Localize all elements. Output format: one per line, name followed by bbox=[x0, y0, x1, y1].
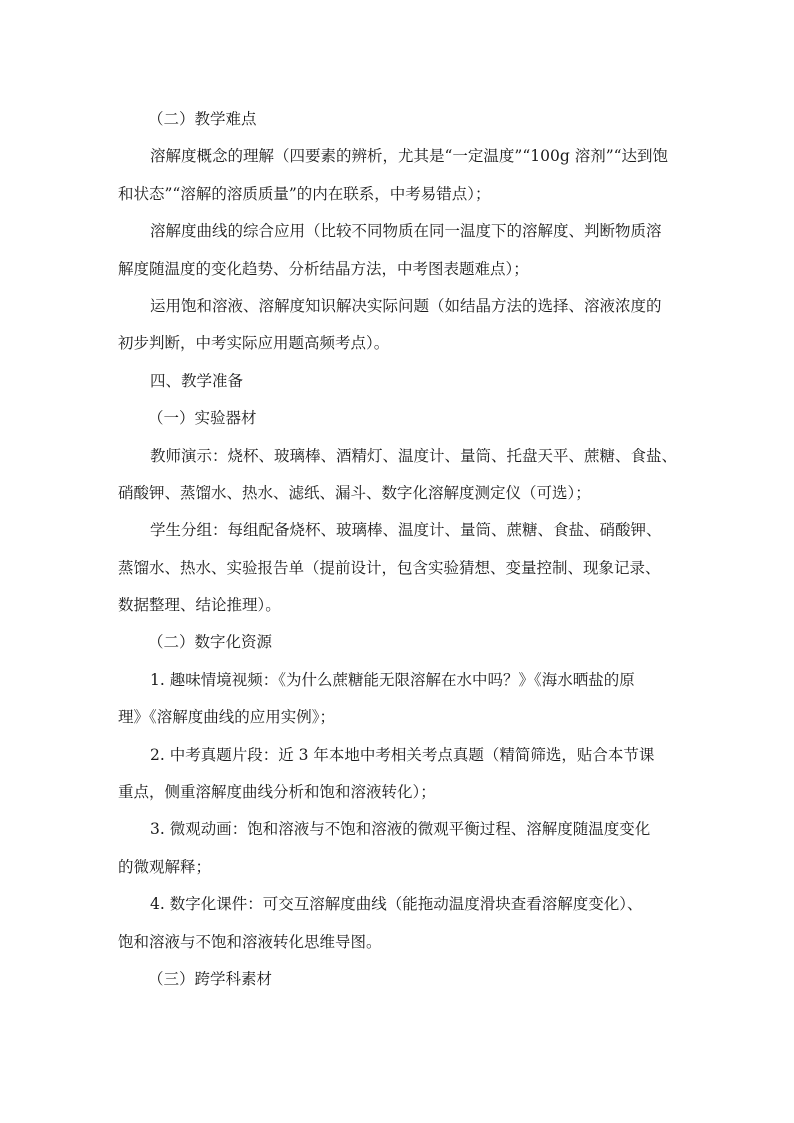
paragraph-line: 硝酸钾、蒸馏水、热水、滤纸、漏斗、数字化溶解度测定仪（可选）； bbox=[118, 483, 591, 502]
paragraph-line: 溶解度概念的理解（四要素的辨析，尤其是“一定温度”“100g 溶剂”“达到饱 bbox=[150, 147, 669, 166]
list-item-animation bbox=[118, 811, 688, 886]
paragraph-line: 的微观解释； bbox=[118, 857, 212, 876]
subheading-cross-disciplinary: （三）跨学科素材 bbox=[148, 969, 273, 988]
subheading-equipment: （一）实验器材 bbox=[148, 409, 257, 428]
document-page bbox=[118, 101, 688, 998]
list-item-courseware bbox=[118, 886, 688, 961]
paragraph-line: 解度随温度的变化趋势、分析结晶方法，中考图表题难点）； bbox=[118, 259, 529, 278]
paragraph-line: 和状态”“溶解的溶质质量”的内在联系，中考易错点）； bbox=[118, 184, 491, 203]
paragraph-line: 蒸馏水、热水、实验报告单（提前设计，包含实验猜想、变量控制、现象记录、 bbox=[118, 558, 661, 577]
paragraph-line: 2. 中考真题片段：近 3 年本地中考相关考点真题（精简筛选，贴合本节课 bbox=[150, 745, 655, 764]
paragraph-teacher-demo bbox=[118, 438, 688, 513]
section-heading-teaching-preparation: 四、教学准备 bbox=[150, 371, 244, 390]
paragraph-line: 饱和溶液与不饱和溶液转化思维导图。 bbox=[118, 932, 382, 951]
paragraph-student-groups bbox=[118, 512, 688, 624]
paragraph-line: 运用饱和溶液、溶解度知识解决实际问题（如结晶方法的选择、溶液浓度的 bbox=[150, 296, 662, 315]
paragraph-line: 初步判断，中考实际应用题高频考点）。 bbox=[118, 334, 390, 353]
paragraph-line: 学生分组：每组配备烧杯、玻璃棒、温度计、量筒、蔗糖、食盐、硝酸钾、 bbox=[150, 521, 662, 540]
list-item-exam-questions bbox=[118, 737, 688, 812]
subheading-digital-resources: （二）数字化资源 bbox=[148, 633, 273, 652]
paragraph-line: 教师演示：烧杯、玻璃棒、酒精灯、温度计、量筒、托盘天平、蔗糖、食盐、 bbox=[150, 446, 678, 465]
paragraph-difficulty-curve bbox=[118, 213, 688, 288]
paragraph-line: 溶解度曲线的综合应用（比较不同物质在同一温度下的溶解度、判断物质溶 bbox=[150, 222, 662, 241]
section-heading-teaching-difficulties: （二）教学难点 bbox=[148, 110, 257, 128]
list-item-video bbox=[118, 662, 688, 737]
paragraph-difficulty-application bbox=[118, 288, 688, 363]
paragraph-line: 理》《溶解度曲线的应用实例》； bbox=[118, 708, 336, 727]
paragraph-line: 4. 数字化课件：可交互溶解度曲线（能拖动温度滑块查看溶解度变化）、 bbox=[150, 895, 643, 914]
paragraph-line: 3. 微观动画：饱和溶液与不饱和溶液的微观平衡过程、溶解度随温度变化 bbox=[150, 820, 651, 839]
paragraph-difficulty-concept bbox=[118, 138, 688, 213]
paragraph-line: 数据整理、结论推理）。 bbox=[118, 596, 281, 615]
paragraph-line: 重点，侧重溶解度曲线分析和饱和溶液转化）； bbox=[118, 783, 436, 802]
paragraph-line: 1. 趣味情境视频：《为什么蔗糖能无限溶解在水中吗？》《海水晒盐的原 bbox=[150, 670, 635, 689]
